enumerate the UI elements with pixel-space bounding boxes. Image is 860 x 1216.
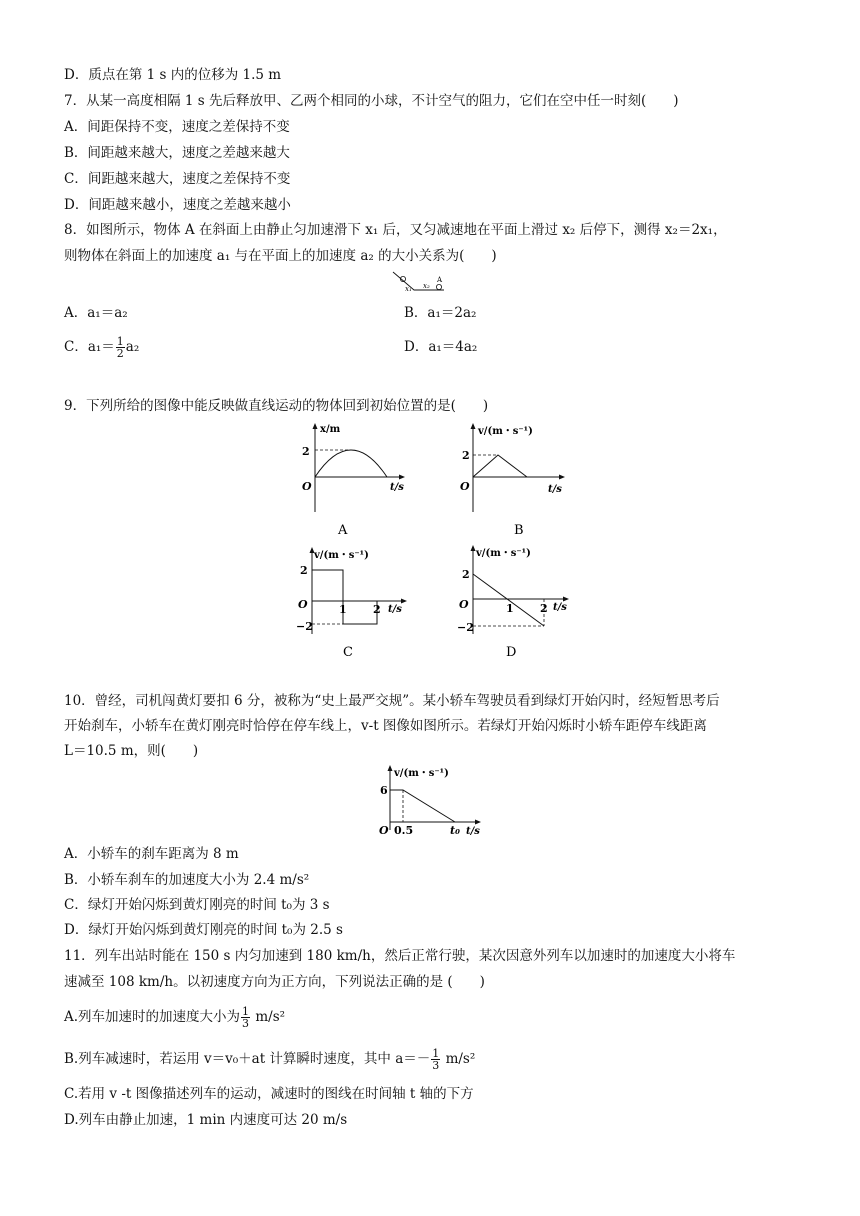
q8-fig-x1: x₁ (405, 285, 412, 293)
q10-graph-tick-x1: 0.5 (394, 824, 414, 837)
q7-option-d: D．间距越来越小，速度之差越来越小 (64, 197, 291, 213)
q9-d-tick-yneg: −2 (457, 621, 474, 634)
q11-stem-line1: 11．列车出站时能在 150 s 内匀加速到 180 km/h，然后正常行驶，某次因意外列车以加速时的加速度大小将车 (64, 948, 736, 964)
q6-option-d: D．质点在第 1 s 内的位移为 1.5 m (64, 67, 282, 83)
q9-c-xlabel: t/s (388, 604, 402, 615)
q9-d-tick-x1: 1 (506, 602, 514, 615)
q11-option-c: C.若用 v -t 图像描述列车的运动，减速时的图线在时间轴 t 轴的下方 (64, 1086, 474, 1102)
q9-d-origin: O (459, 598, 469, 611)
q9-graph-d (456, 544, 576, 666)
q10-vt-graph (374, 764, 486, 838)
q9-b-origin: O (460, 480, 470, 493)
q9-c-tick-y: 2 (300, 564, 308, 577)
q9-d-tick-x2: 2 (540, 602, 548, 615)
q9-a-tick-y: 2 (302, 445, 310, 458)
q8-option-c-numerator: 1 (116, 335, 124, 348)
q11-stem-line2: 速减至 108 km/h。以初速度方向为正方向，下列说法正确的是 ( ) (64, 974, 485, 990)
q9-b-ylabel: v/(m・s⁻¹) (478, 426, 533, 437)
q9-a-caption: A (338, 523, 348, 538)
q8-option-c-prefix: C．a₁＝ (64, 339, 115, 355)
q9-c-origin: O (298, 598, 308, 611)
q7-stem: 7．从某一高度相隔 1 s 先后释放甲、乙两个相同的小球，不计空气的阻力，它们在空中任一时刻( ) (64, 93, 679, 109)
q8-option-c-fraction (116, 336, 125, 359)
q9-stem: 9．下列所给的图像中能反映做直线运动的物体回到初始位置的是( ) (64, 398, 489, 414)
q11-option-a (64, 1006, 285, 1029)
q8-stem-line1: 8．如图所示，物体 A 在斜面上由静止匀加速滑下 x₁ 后，又匀减速地在平面上滑过 x₂ 后停下，测得 x₂＝2x₁， (64, 222, 727, 238)
q8-option-c-suffix: a₂ (125, 339, 140, 355)
q11-option-b-prefix: B.列车减速时，若运用 v＝v₀＋at 计算瞬时速度，其中 a＝－ (64, 1051, 431, 1067)
q10-graph-origin: O (379, 824, 389, 837)
q10-graph-xlabel: t/s (466, 826, 480, 837)
q11-option-d: D.列车由静止加速，1 min 内速度可达 20 m/s (64, 1112, 348, 1128)
q9-d-ylabel: v/(m・s⁻¹) (476, 548, 531, 559)
q11-option-b-fraction (431, 1048, 440, 1071)
q9-c-caption: C (343, 645, 353, 660)
q9-a-xlabel: t/s (390, 482, 404, 493)
q9-c-tick-yneg: −2 (296, 620, 313, 633)
q8-option-c (64, 336, 139, 359)
q11-option-a-prefix: A.列车加速时的加速度大小为 (64, 1009, 241, 1025)
q11-option-b-denominator: 3 (432, 1059, 440, 1072)
q9-graph-b (458, 422, 568, 546)
q8-fig-label-a: A (437, 276, 443, 284)
q10-option-d: D．绿灯开始闪烁到黄灯刚亮的时间 t₀为 2.5 s (64, 922, 343, 938)
q11-option-b-suffix: m/s² (441, 1051, 476, 1067)
q9-b-xlabel: t/s (548, 484, 562, 495)
q9-d-caption: D (506, 645, 517, 660)
q11-option-a-fraction (241, 1006, 250, 1029)
q9-d-xlabel: t/s (553, 602, 567, 613)
q11-option-a-numerator: 1 (242, 1005, 250, 1018)
q7-option-c: C．间距越来越大，速度之差保持不变 (64, 171, 291, 187)
q9-c-tick-x2: 2 (373, 603, 381, 616)
q9-d-tick-y: 2 (462, 568, 470, 581)
q11-option-a-suffix: m/s² (251, 1009, 286, 1025)
q9-b-caption: B (514, 523, 524, 538)
q9-a-ylabel: x/m (320, 424, 341, 435)
q10-graph-ylabel: v/(m・s⁻¹) (394, 768, 449, 779)
q7-option-a: A．间距保持不变，速度之差保持不变 (64, 119, 290, 135)
q10-stem-line2: 开始刹车，小轿车在黄灯刚亮时恰停在停车线上，v-t 图像如图所示。若绿灯开始闪烁时小轿车距停车线距离 (64, 718, 707, 734)
q8-option-b: B．a₁＝2a₂ (404, 305, 477, 321)
q10-option-b: B．小轿车刹车的加速度大小为 2.4 m/s² (64, 872, 310, 888)
q9-b-tick-y: 2 (462, 449, 470, 462)
q9-c-ylabel: v/(m・s⁻¹) (314, 550, 369, 561)
q7-option-b: B．间距越来越大，速度之差越来越大 (64, 145, 290, 161)
q10-stem-line1: 10．曾经，司机闯黄灯要扣 6 分，被称为“史上最严交规”。某小轿车驾驶员看到绿灯开始闪时，经短暂思考后 (64, 693, 720, 709)
q9-graph-a (298, 422, 408, 546)
q8-incline-figure (392, 270, 446, 296)
q11-option-b-numerator: 1 (432, 1047, 440, 1060)
q10-graph-tick-x2: t₀ (450, 824, 460, 837)
q10-stem-line3: L＝10.5 m，则( ) (64, 743, 199, 759)
q9-c-tick-x1: 1 (339, 603, 347, 616)
q10-option-a: A．小轿车的刹车距离为 8 m (64, 846, 239, 862)
q11-option-b (64, 1048, 475, 1071)
q8-fig-x2: x₂ (423, 282, 430, 290)
q10-option-c: C．绿灯开始闪烁到黄灯刚亮的时间 t₀为 3 s (64, 897, 330, 913)
q9-graph-c (294, 546, 414, 666)
q8-option-a: A．a₁＝a₂ (64, 305, 128, 321)
q8-stem-line2: 则物体在斜面上的加速度 a₁ 与在平面上的加速度 a₂ 的大小关系为( ) (64, 248, 497, 264)
q9-a-origin: O (302, 480, 312, 493)
q8-option-c-denominator: 2 (116, 347, 124, 360)
q10-graph-tick-y: 6 (380, 784, 388, 797)
q11-option-a-denominator: 3 (242, 1017, 250, 1030)
q8-option-d: D．a₁＝4a₂ (404, 339, 478, 355)
